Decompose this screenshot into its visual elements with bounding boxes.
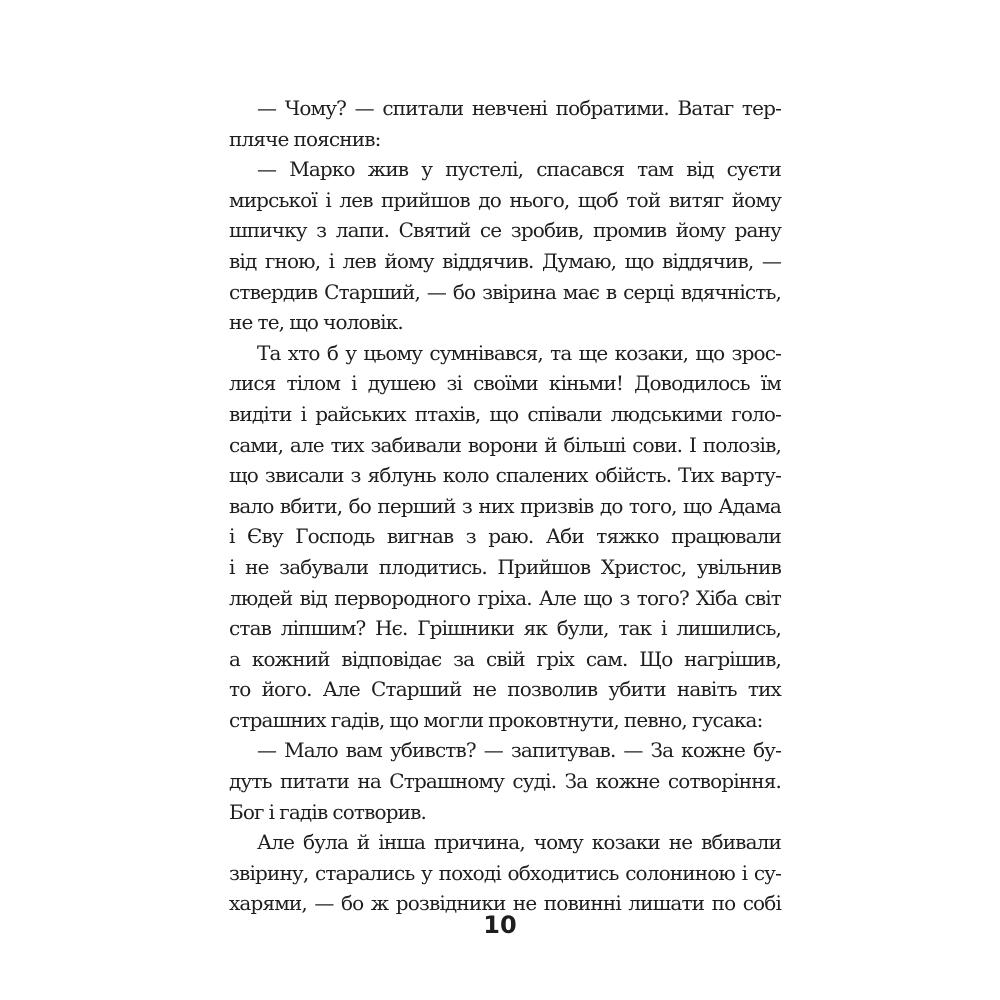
text-line: Але була й інша причина, чому козаки не вбивали — [257, 830, 781, 855]
text-line: від гною, і лев йому віддячив. Думаю, що віддячив, — — [229, 248, 781, 273]
text-line: шпичку з лапи. Святий се зробив, промив йому рану — [229, 218, 781, 243]
paragraph — [229, 93, 781, 154]
text-line: Та хто б у цьому сумнівався, та ще козаки, що зрос- — [257, 340, 781, 365]
paragraph — [229, 154, 781, 338]
text-line: не те, що чоловік. — [229, 310, 403, 335]
text-line: мирської і лев прийшов до нього, щоб той витяг йому — [229, 187, 781, 212]
text-line: — Марко жив у пустелі, спасався там від суєти — [257, 157, 781, 182]
page-number: 10 — [483, 911, 517, 939]
text-line: що звисали з яблунь коло спалених обійсть. Тих варту- — [229, 463, 781, 488]
paragraph — [229, 735, 781, 827]
text-line: — Чому? — спитали невчені побратими. Ватаг тер- — [257, 96, 781, 120]
text-line: Бог і гадів сотворив. — [229, 799, 427, 824]
text-line: пляче пояснив: — [229, 126, 381, 151]
text-line: лися тілом і душею зі своїми кіньми! Доводилось їм — [229, 371, 781, 396]
body-text — [229, 93, 781, 919]
text-line: і не забували плодитись. Прийшов Христос, увільнив — [229, 554, 781, 579]
text-line: — Мало вам убивств? — запитував. — За кожне бу- — [257, 738, 781, 763]
paragraph — [229, 338, 781, 736]
text-line: сами, але тих забивали ворони й більші сови. І полозів, — [229, 432, 781, 457]
text-line: а кожний відповідає за свій гріх сам. Що нагрішив, — [229, 646, 781, 671]
text-line: страшних гадів, що могли проковтнути, певно, гусака: — [229, 707, 763, 732]
text-line: харями, — бо ж розвідники не повинні лишати по собі — [229, 891, 781, 916]
text-line: звірину, старались у поході обходитись солониною і су- — [229, 860, 781, 885]
text-line: і Єву Господь вигнав з раю. Аби тяжко працювали — [229, 524, 781, 549]
text-line: став ліпшим? Нє. Грішники як були, так і лишились, — [229, 616, 781, 641]
text-line: вало вбити, бо перший з них призвів до того, що Адама — [229, 493, 781, 518]
text-line: дуть питати на Страшному суді. За кожне сотворіння. — [229, 769, 781, 794]
text-line: людей від первородного гріха. Але що з того? Хіба світ — [229, 585, 781, 610]
text-line: видіти і райських птахів, що співали людськими голо- — [229, 401, 781, 426]
text-line: ствердив Старший, — бо звірина має в серці вдячність, — [229, 279, 781, 304]
text-line: то його. Але Старший не позволив убити навіть тих — [229, 677, 781, 702]
